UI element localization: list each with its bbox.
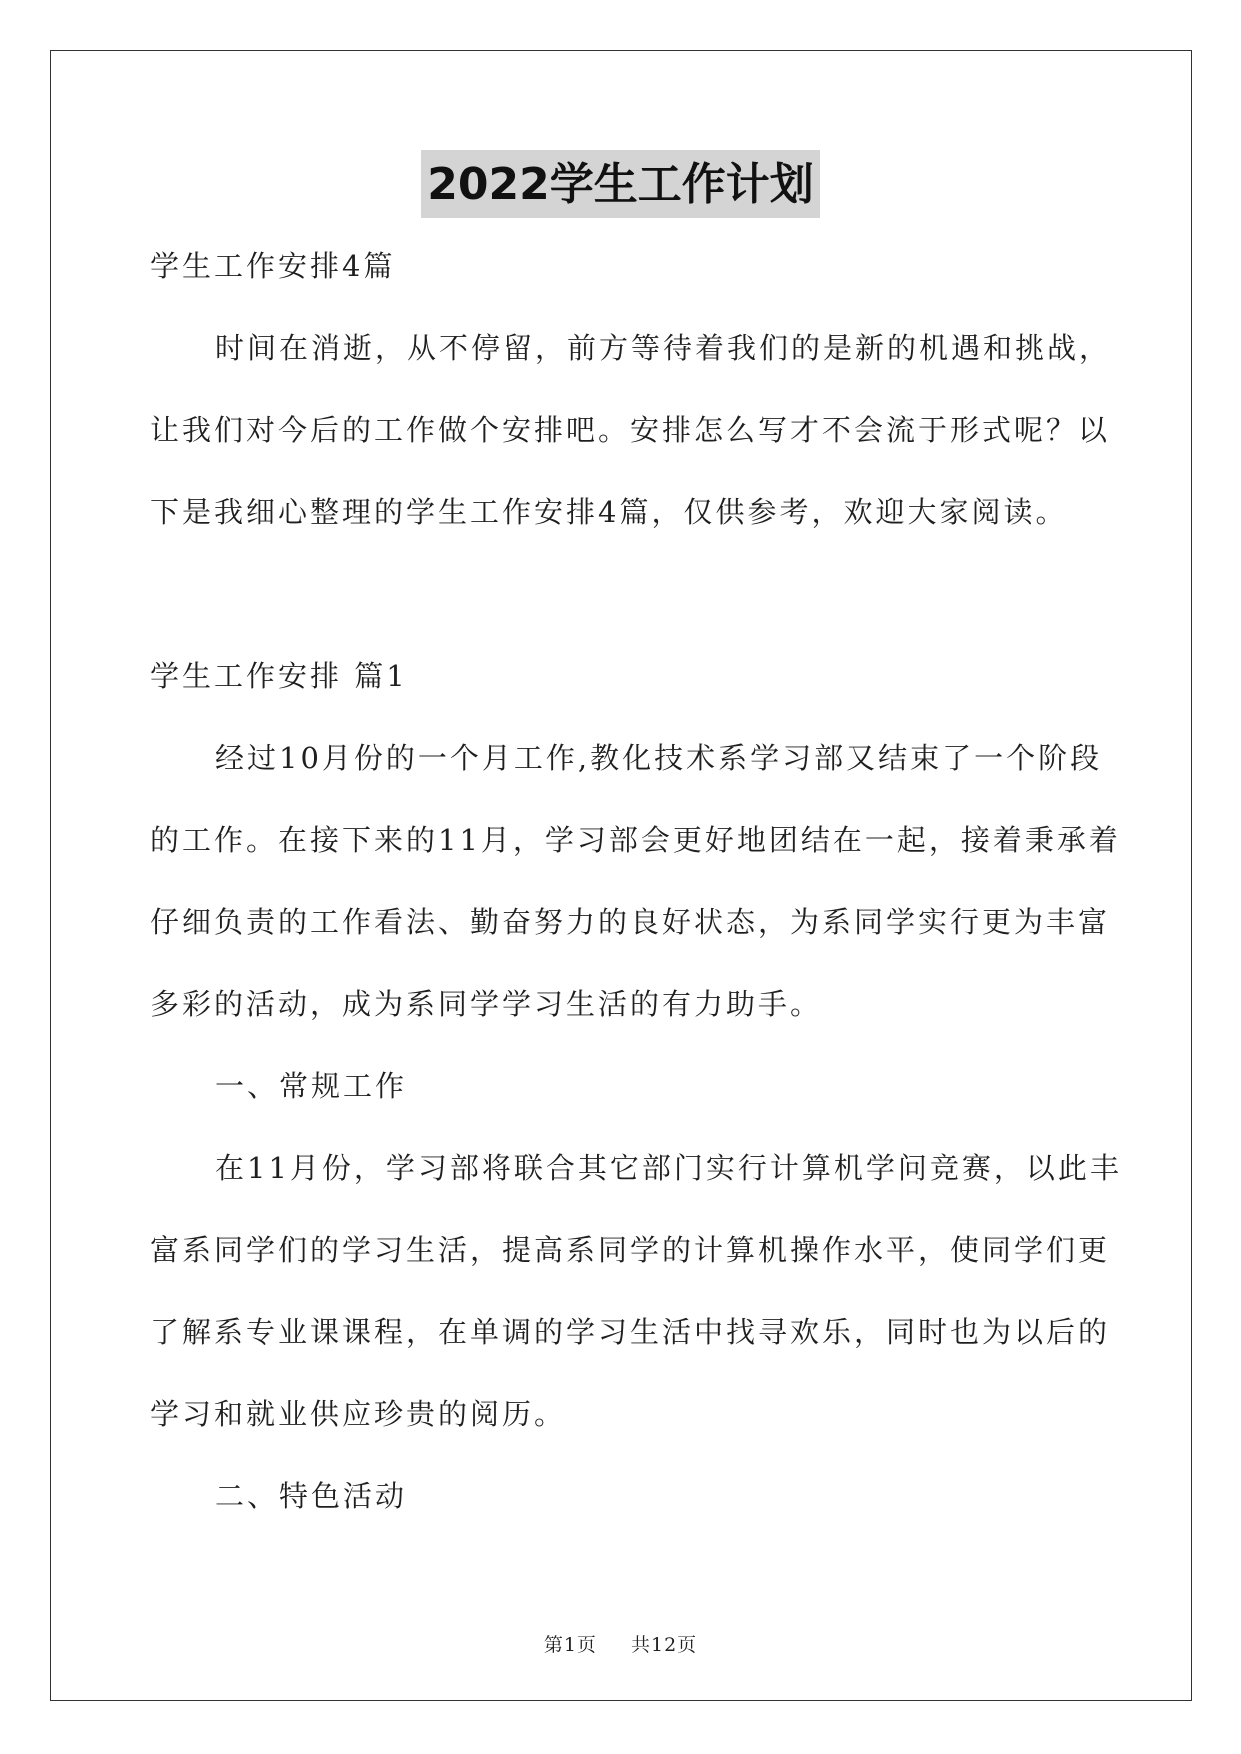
page-number: 第1页 bbox=[543, 1634, 597, 1656]
subsection-heading: 一、常规工作 bbox=[215, 1069, 408, 1103]
blank-line bbox=[150, 566, 1090, 648]
paragraph-line: 在11月份，学习部将联合其它部门实行计算机学问竞赛，以此丰 bbox=[215, 1151, 1122, 1185]
page-footer bbox=[0, 1630, 1241, 1657]
paragraph-line: 下是我细心整理的学生工作安排4篇，仅供参考，欢迎大家阅读。 bbox=[150, 495, 1068, 529]
page-total: 共12页 bbox=[631, 1634, 698, 1656]
paragraph-line: 富系同学们的学习生活，提高系同学的计算机操作水平，使同学们更 bbox=[150, 1233, 1111, 1267]
section-heading: 学生工作安排4篇 bbox=[150, 249, 396, 283]
paragraph-line: 的工作。在接下来的11月，学习部会更好地团结在一起，接着秉承着 bbox=[150, 823, 1121, 857]
paragraph-line: 多彩的活动，成为系同学学习生活的有力助手。 bbox=[150, 987, 823, 1021]
paragraph-line: 了解系专业课课程，在单调的学习生活中找寻欢乐，同时也为以后的 bbox=[150, 1315, 1111, 1349]
paragraph-line: 学习和就业供应珍贵的阅历。 bbox=[150, 1397, 567, 1431]
subsection-heading: 二、特色活动 bbox=[215, 1479, 408, 1513]
document-body bbox=[150, 238, 1122, 1550]
paragraph-line: 仔细负责的工作看法、勤奋努力的良好状态，为系同学实行更为丰富 bbox=[150, 905, 1111, 939]
paragraph-line: 经过10月份的一个月工作,教化技术系学习部又结束了一个阶段 bbox=[215, 741, 1103, 775]
section-heading: 学生工作安排 篇1 bbox=[150, 659, 408, 693]
title-container bbox=[0, 150, 1241, 218]
paragraph-line: 时间在消逝，从不停留，前方等待着我们的是新的机遇和挑战， bbox=[215, 331, 1112, 365]
paragraph-line: 让我们对今后的工作做个安排吧。安排怎么写才不会流于形式呢？以 bbox=[150, 413, 1111, 447]
document-title: 2022学生工作计划 bbox=[421, 150, 819, 218]
